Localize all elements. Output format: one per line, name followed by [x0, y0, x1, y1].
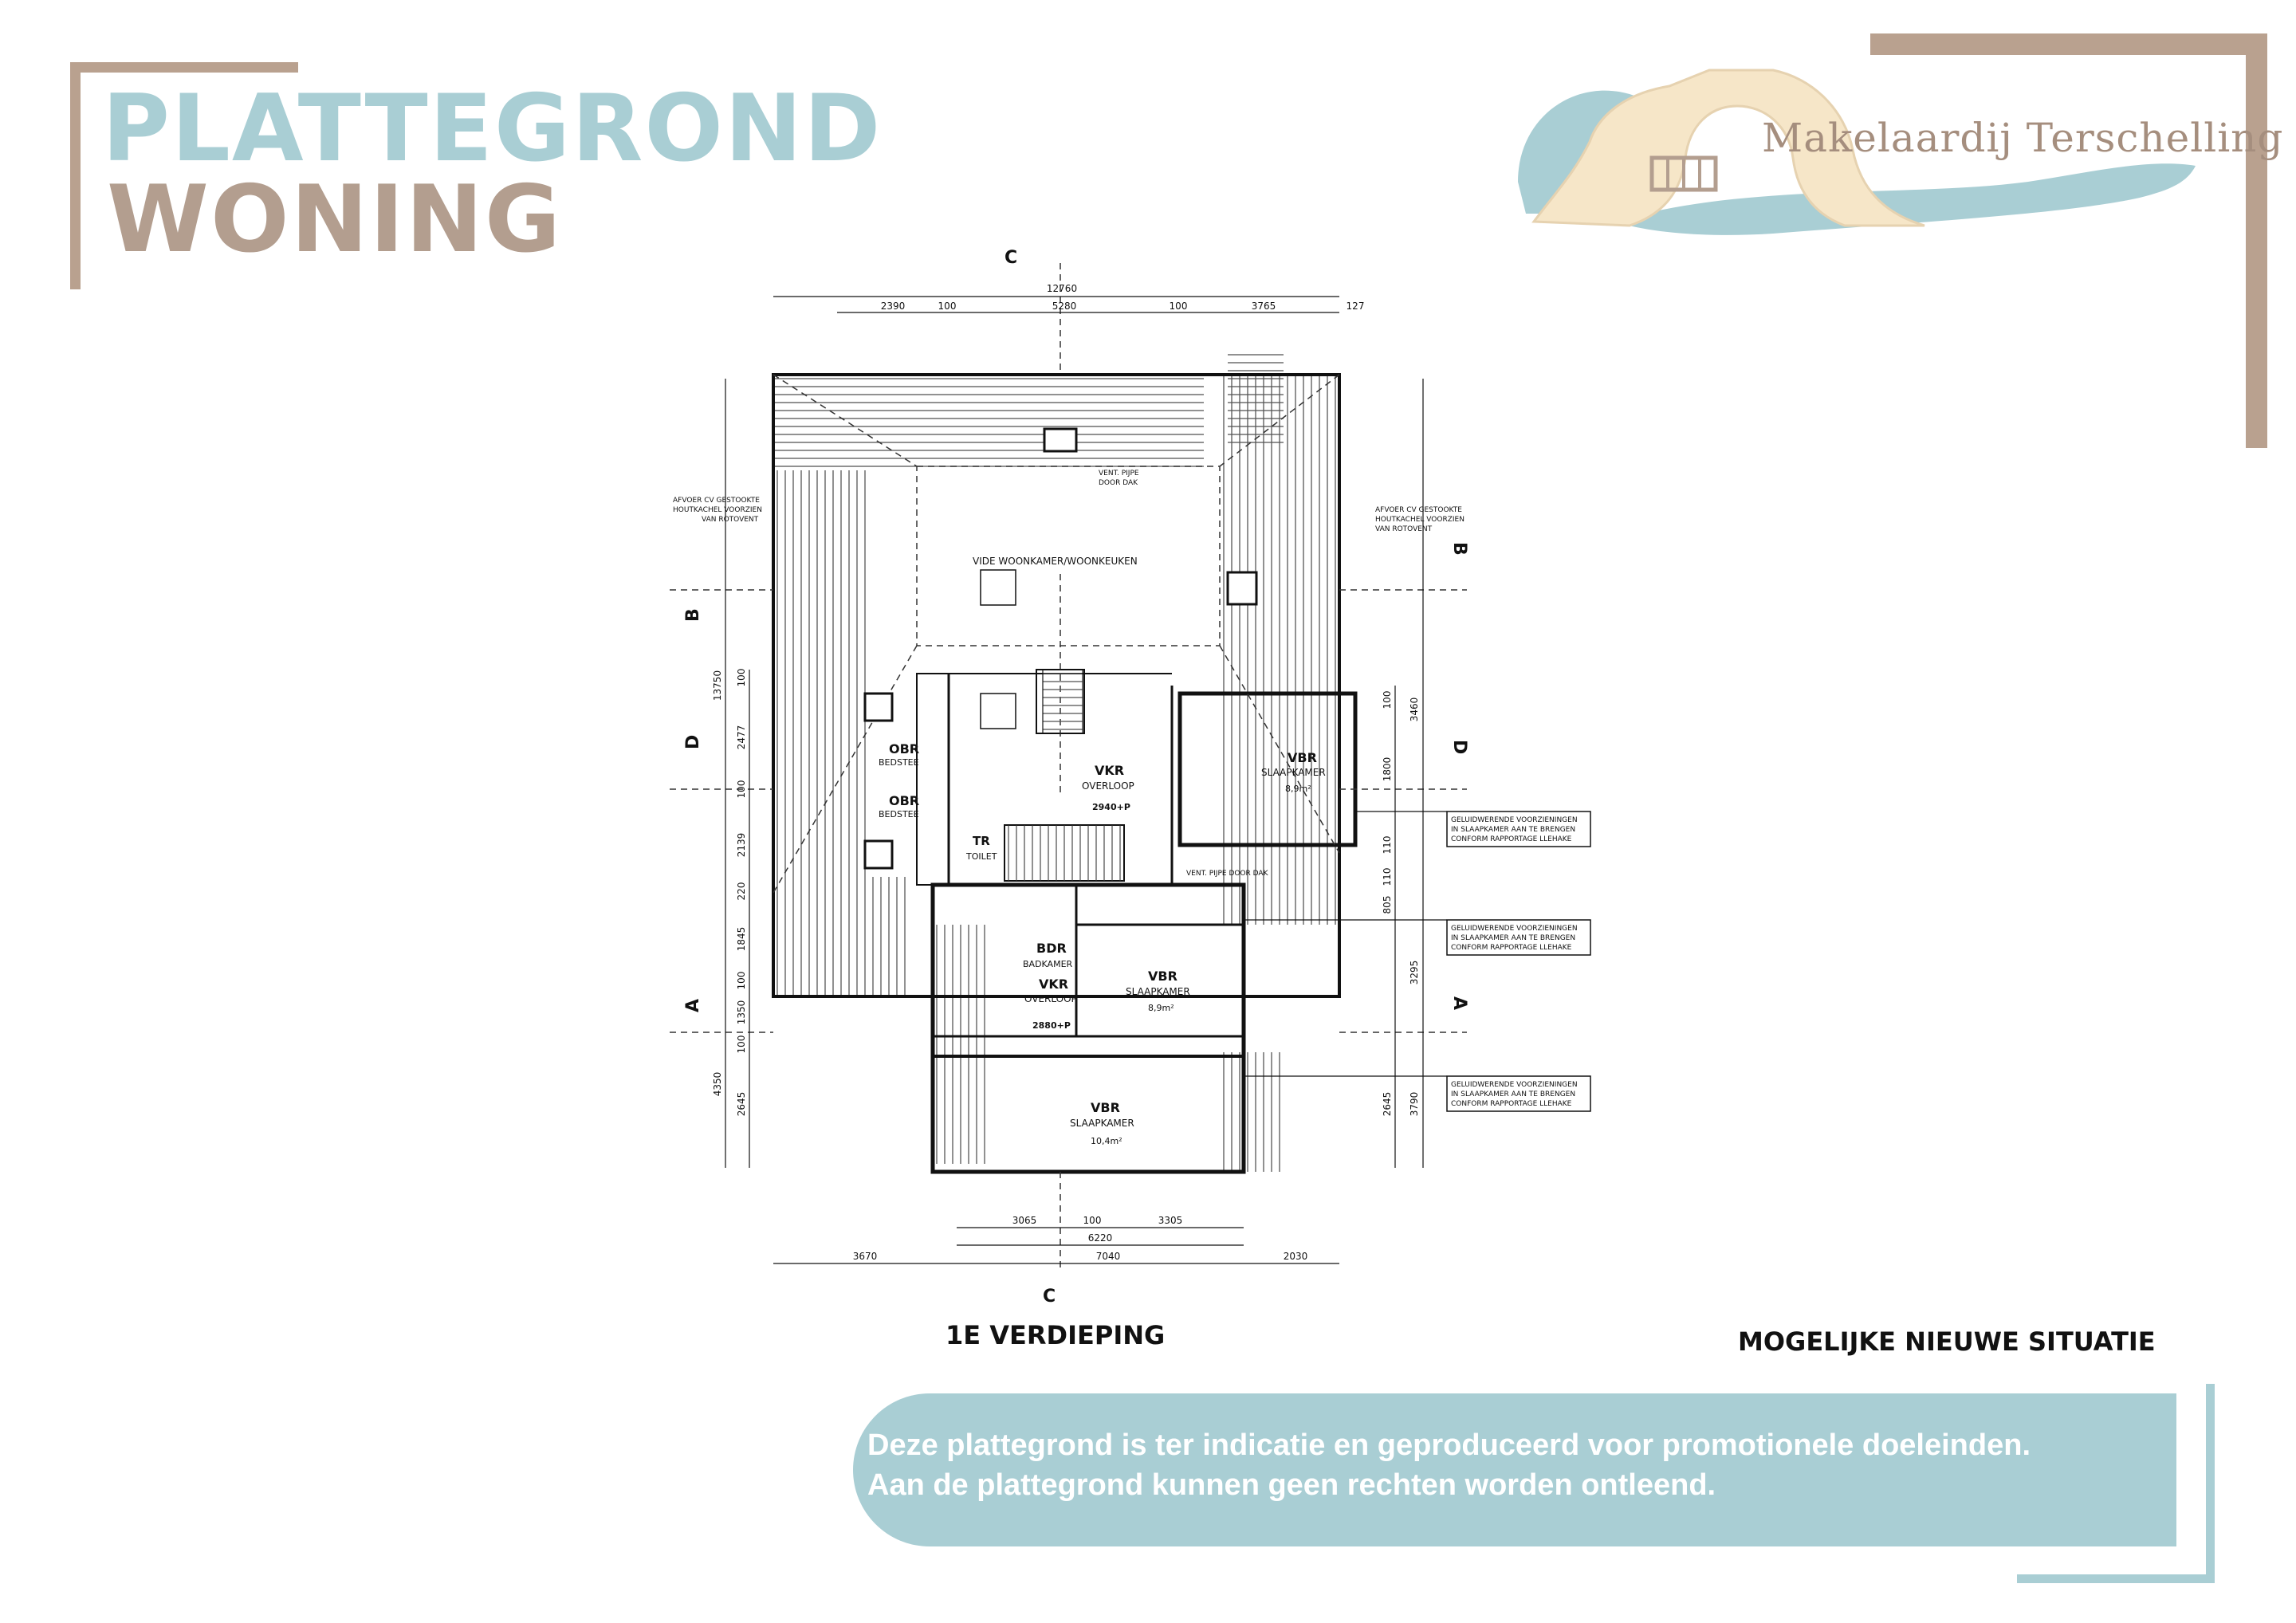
geluid-2-2: CONFORM RAPPORTAGE LLEHAKE: [1451, 944, 1572, 952]
room-vbr3-area: 10,4m²: [1091, 1136, 1122, 1146]
section-marker-b-left: B: [683, 608, 703, 622]
dim-right-inner-1: 100: [1382, 690, 1393, 709]
page-title-line1: PLATTEGROND: [102, 75, 883, 183]
page-title-line2: WONING: [107, 166, 563, 273]
dim-left-inner-0: 100: [736, 668, 747, 687]
geluid-3-2: CONFORM RAPPORTAGE LLEHAKE: [1451, 1100, 1572, 1108]
roof-hatching: [773, 351, 1339, 1172]
room-vbr2-name: SLAAPKAMER: [1126, 986, 1190, 997]
room-vkr1-code: VKR: [1095, 763, 1125, 778]
room-vkr1-name: OVERLOOP: [1082, 780, 1134, 792]
section-marker-a-right: A: [1449, 996, 1469, 1011]
disclaimer-line2: Aan de plattegrond kunnen geen rechten worden ontleend.: [867, 1468, 1716, 1502]
callout-boxes: [1447, 812, 1590, 1111]
dim-left-inner-6: 100: [736, 971, 747, 990]
dim-right-inner-3: 110: [1382, 835, 1393, 855]
section-marker-b-right: B: [1449, 542, 1469, 556]
dim-top-5: 127: [1346, 301, 1365, 312]
vide-label: VIDE WOONKAMER/WOONKEUKEN: [973, 556, 1138, 567]
skylights: [865, 429, 1256, 868]
dim-bottom-row3-0: 3670: [852, 1251, 878, 1262]
floor-label: 1E VERDIEPING: [946, 1320, 1166, 1350]
dim-top-0: 2390: [880, 301, 906, 312]
dim-right-inner-8: 3790: [1409, 1091, 1420, 1117]
dim-right-inner-6: 3295: [1409, 960, 1420, 985]
geluid-1-1: IN SLAAPKAMER AAN TE BRENGEN: [1451, 826, 1576, 834]
disclaimer-line1: Deze plattegrond is ter indicatie en geproduceerd voor promotionele doeleinden.: [867, 1428, 2031, 1462]
room-vbr1-name: SLAAPKAMER: [1261, 767, 1326, 778]
vent-mid: VENT. PIJPE DOOR DAK: [1186, 870, 1268, 878]
room-vbr2-code: VBR: [1148, 969, 1177, 984]
section-marker-d-right: D: [1449, 740, 1469, 755]
dim-top-total: 12760: [1046, 283, 1078, 294]
logo-text: Makelaardij Terschelling: [1762, 115, 2284, 161]
dim-right-inner-0: 3460: [1409, 697, 1420, 722]
room-tr-name: TOILET: [966, 851, 997, 862]
dim-bottom-row1-1: 100: [1083, 1215, 1102, 1226]
room-vkr2-level: 2880+P: [1032, 1020, 1071, 1031]
dim-top-3: 100: [1169, 301, 1188, 312]
floor-plan: [654, 239, 1610, 1339]
afvoer-right-2: VAN ROTOVENT: [1375, 525, 1433, 533]
dim-bottom-row1-0: 3065: [1012, 1215, 1037, 1226]
dim-bottom-row1-2: 3305: [1158, 1215, 1183, 1226]
geluid-2-1: IN SLAAPKAMER AAN TE BRENGEN: [1451, 934, 1576, 942]
section-marker-c-bottom: C: [1043, 1287, 1056, 1307]
dim-left-inner-8: 100: [736, 1035, 747, 1054]
room-vkr2-code: VKR: [1039, 977, 1069, 992]
room-obr2-name: BEDSTEE: [879, 809, 919, 819]
room-vkr1-level: 2940+P: [1092, 802, 1130, 812]
section-marker-d-left: D: [683, 734, 703, 749]
dim-bottom-row3-2: 2030: [1283, 1251, 1308, 1262]
room-obr1-name: BEDSTEE: [879, 757, 919, 768]
geluid-3-0: GELUIDWERENDE VOORZIENINGEN: [1451, 1081, 1578, 1089]
dim-right-inner-4: 110: [1382, 867, 1393, 886]
room-bdr-name: BADKAMER: [1023, 959, 1073, 969]
room-tr-code: TR: [973, 834, 990, 848]
section-marker-a-left: A: [683, 998, 703, 1012]
room-vbr1-code: VBR: [1288, 750, 1317, 765]
dim-left-inner-9: 2645: [736, 1091, 747, 1117]
disclaimer-box: [853, 1393, 2176, 1546]
dim-top-4: 3765: [1251, 301, 1276, 312]
dim-left-inner-1: 2477: [736, 725, 747, 750]
room-obr1-code: OBR: [889, 741, 920, 756]
room-vbr1-area: 8,9m²: [1285, 784, 1311, 794]
dim-left-inner-5: 1845: [736, 926, 747, 952]
vent-top-1: DOOR DAK: [1099, 479, 1138, 487]
dim-left-inner-3: 2139: [736, 832, 747, 858]
dim-bottom-row2: 6220: [1087, 1232, 1113, 1244]
room-vbr3-name: SLAAPKAMER: [1070, 1118, 1134, 1129]
dim-left-outer-1: 4350: [712, 1071, 723, 1097]
dim-top-1: 100: [938, 301, 957, 312]
dim-left-inner-4: 220: [736, 882, 747, 901]
dim-left-outer-0: 13750: [712, 670, 723, 701]
room-vbr2-area: 8,9m²: [1148, 1003, 1174, 1013]
geluid-1-0: GELUIDWERENDE VOORZIENINGEN: [1451, 816, 1578, 824]
afvoer-right-0: AFVOER CV GESTOOKTE: [1375, 506, 1462, 514]
dim-right-inner-7: 2645: [1382, 1091, 1393, 1117]
afvoer-left-1: HOUTKACHEL VOORZIEN: [673, 506, 762, 514]
situation-label: MOGELIJKE NIEUWE SITUATIE: [1738, 1326, 2156, 1357]
room-vkr2-name: OVERLOOP: [1024, 993, 1077, 1004]
dim-top-2: 5280: [1052, 301, 1077, 312]
dim-left-inner-7: 1350: [736, 1000, 747, 1025]
room-bdr-code: BDR: [1036, 941, 1067, 956]
dim-right-inner-5: 805: [1382, 895, 1393, 914]
afvoer-right-1: HOUTKACHEL VOORZIEN: [1375, 516, 1464, 524]
dim-left-inner-2: 100: [736, 780, 747, 799]
afvoer-left-0: AFVOER CV GESTOOKTE: [673, 497, 760, 505]
geluid-3-1: IN SLAAPKAMER AAN TE BRENGEN: [1451, 1091, 1576, 1098]
afvoer-left-2: VAN ROTOVENT: [702, 516, 759, 524]
section-marker-c-top: C: [1005, 248, 1018, 268]
dim-right-inner-2: 1800: [1382, 756, 1393, 782]
geluid-1-2: CONFORM RAPPORTAGE LLEHAKE: [1451, 835, 1572, 843]
room-vbr3-code: VBR: [1091, 1100, 1120, 1115]
room-obr2-code: OBR: [889, 793, 920, 808]
vent-top-0: VENT. PIJPE: [1099, 470, 1139, 477]
dim-bottom-row3-1: 7040: [1095, 1251, 1121, 1262]
geluid-2-0: GELUIDWERENDE VOORZIENINGEN: [1451, 925, 1578, 933]
